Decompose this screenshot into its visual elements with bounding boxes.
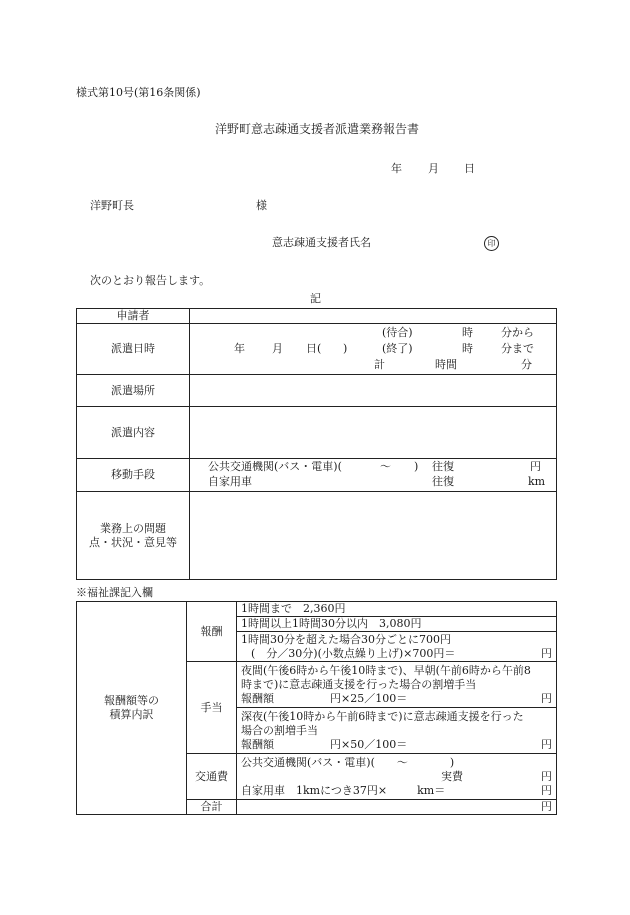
fee-line-3: 1時間30分を超えた場合30分ごとに700円 <box>241 632 451 646</box>
seal-mark <box>484 236 499 251</box>
welfare-note: ※福祉課記入欄 <box>76 586 153 599</box>
hours-unit: 時間 <box>435 358 457 371</box>
round-trip-1: 往復 <box>432 460 454 473</box>
total-yen: 円 <box>541 800 552 813</box>
transport-car: 自家用車 <box>208 475 252 488</box>
night-line-3-text <box>241 692 407 706</box>
round-trip-2: 往復 <box>432 475 454 488</box>
date-year: 年 <box>391 162 402 175</box>
tr-public-close: ) <box>449 755 455 769</box>
allowance-label: 手当 <box>187 662 237 754</box>
km-unit: km <box>528 475 546 488</box>
until-minutes-unit: 分まで <box>501 342 534 355</box>
tr-car-yen: 円 <box>541 783 552 797</box>
late-fee-calc: 円×50／100＝ <box>330 737 408 751</box>
addressee-name: 洋野町長 <box>90 199 134 212</box>
late-yen: 円 <box>541 737 552 751</box>
tr-line-1 <box>241 756 552 770</box>
tr-line-3 <box>241 784 552 798</box>
dispatch-year: 年 <box>234 342 245 355</box>
fee-line-2: 1時間以上1時間30分以内 3,080円 <box>237 617 557 632</box>
dispatch-datetime-label: 派遣日時 <box>77 324 190 375</box>
content-label: 派遣内容 <box>77 407 190 459</box>
transport-field[interactable] <box>190 459 557 492</box>
night-fee-calc: 円×25／100＝ <box>330 691 408 705</box>
night-line-2: 時まで)に意志疎通支援を行った場合の割増手当 <box>241 677 477 691</box>
fee-line-4: ( 分／30分)(小数点繰り上げ)×700円＝ <box>251 646 456 660</box>
applicant-field[interactable] <box>190 309 557 324</box>
date-day: 日 <box>464 162 475 175</box>
total-label: 合計 <box>187 800 237 815</box>
document-title: 洋野町意志疎通支援者派遣業務報告書 <box>215 122 420 136</box>
calc-main-label-line2: 積算内訳 <box>109 708 154 721</box>
tr-actual-yen: 円 <box>541 769 552 783</box>
report-table <box>76 308 557 580</box>
end-hour-unit: 時 <box>462 342 473 355</box>
calc-main-label-line1: 報酬額等の <box>104 694 159 707</box>
issues-label-line2: 点・状況・意見等 <box>89 535 177 549</box>
transport-cost[interactable] <box>237 754 557 800</box>
applicant-label: 申請者 <box>77 309 190 324</box>
tr-car-text <box>241 784 445 798</box>
late-line-3 <box>241 738 552 752</box>
fee-label: 報酬 <box>187 602 237 662</box>
date-month: 月 <box>428 162 439 175</box>
start-hour-unit: 時 <box>462 326 473 339</box>
dispatch-day: 日( <box>306 342 322 355</box>
dispatch-datetime-field[interactable] <box>190 324 557 375</box>
transport-cost-label: 交通費 <box>187 754 237 800</box>
total-label: 計 <box>374 358 385 371</box>
place-label: 派遣場所 <box>77 375 190 407</box>
night-line-1: 夜間(午後6時から午後10時まで)、早朝(午前6時から午前8 <box>241 663 531 677</box>
calc-main-label <box>77 602 187 815</box>
transport-public: 公共交通機関(バス・電車)( <box>208 460 342 473</box>
addressee-honorific: 様 <box>256 199 267 212</box>
late-line-2: 場合の割増手当 <box>241 723 318 737</box>
place-field[interactable] <box>190 375 557 407</box>
late-line-1: 深夜(午後10時から午前6時まで)に意志疎通支援を行った <box>241 709 524 723</box>
issues-label <box>77 492 190 580</box>
issues-field[interactable] <box>190 492 557 580</box>
tr-car: 自家用車 1kmにつき37円× <box>241 783 388 797</box>
minutes-unit: 分 <box>521 358 532 371</box>
content-field[interactable] <box>190 407 557 459</box>
issues-label-line1: 業務上の問題 <box>100 521 166 535</box>
night-yen: 円 <box>541 691 552 705</box>
transport-public-close: ) <box>414 460 419 473</box>
seal-icon: 印 <box>484 236 499 251</box>
signer-label: 意志疎通支援者氏名 <box>272 236 371 249</box>
form-number: 様式第10号(第16条関係) <box>76 86 201 99</box>
tr-actual: 実費 <box>441 769 463 783</box>
fee-line-1: 1時間まで 2,360円 <box>237 602 557 617</box>
late-fee-label: 報酬額 <box>241 737 274 751</box>
tr-public: 公共交通機関(バス・電車)( <box>241 755 375 769</box>
dispatch-month: 月 <box>272 342 283 355</box>
night-fee-label: 報酬額 <box>241 691 274 705</box>
calc-table <box>76 601 557 815</box>
from-minutes-unit: 分から <box>501 326 534 339</box>
fee-line-3-4[interactable] <box>237 632 557 662</box>
tr-public-tilde: 〜 <box>396 755 408 769</box>
total-field[interactable] <box>237 800 557 815</box>
dispatch-day-close: ) <box>343 342 348 355</box>
wait-label: (待合) <box>382 326 413 339</box>
end-label: (終了) <box>382 342 413 355</box>
fee-line-4-row <box>241 647 552 661</box>
late-night-allowance[interactable] <box>237 708 557 754</box>
tr-car-km: km＝ <box>417 783 446 797</box>
transport-public-tilde: 〜 <box>380 460 391 473</box>
ki-heading: 記 <box>310 292 321 305</box>
night-line-3 <box>241 692 552 706</box>
transport-label: 移動手段 <box>77 459 190 492</box>
late-line-3-text <box>241 738 407 752</box>
night-allowance[interactable] <box>237 662 557 708</box>
yen-unit: 円 <box>530 460 541 473</box>
tr-line-2 <box>241 770 552 784</box>
fee-yen: 円 <box>541 646 552 660</box>
intro-text: 次のとおり報告します。 <box>90 274 211 287</box>
